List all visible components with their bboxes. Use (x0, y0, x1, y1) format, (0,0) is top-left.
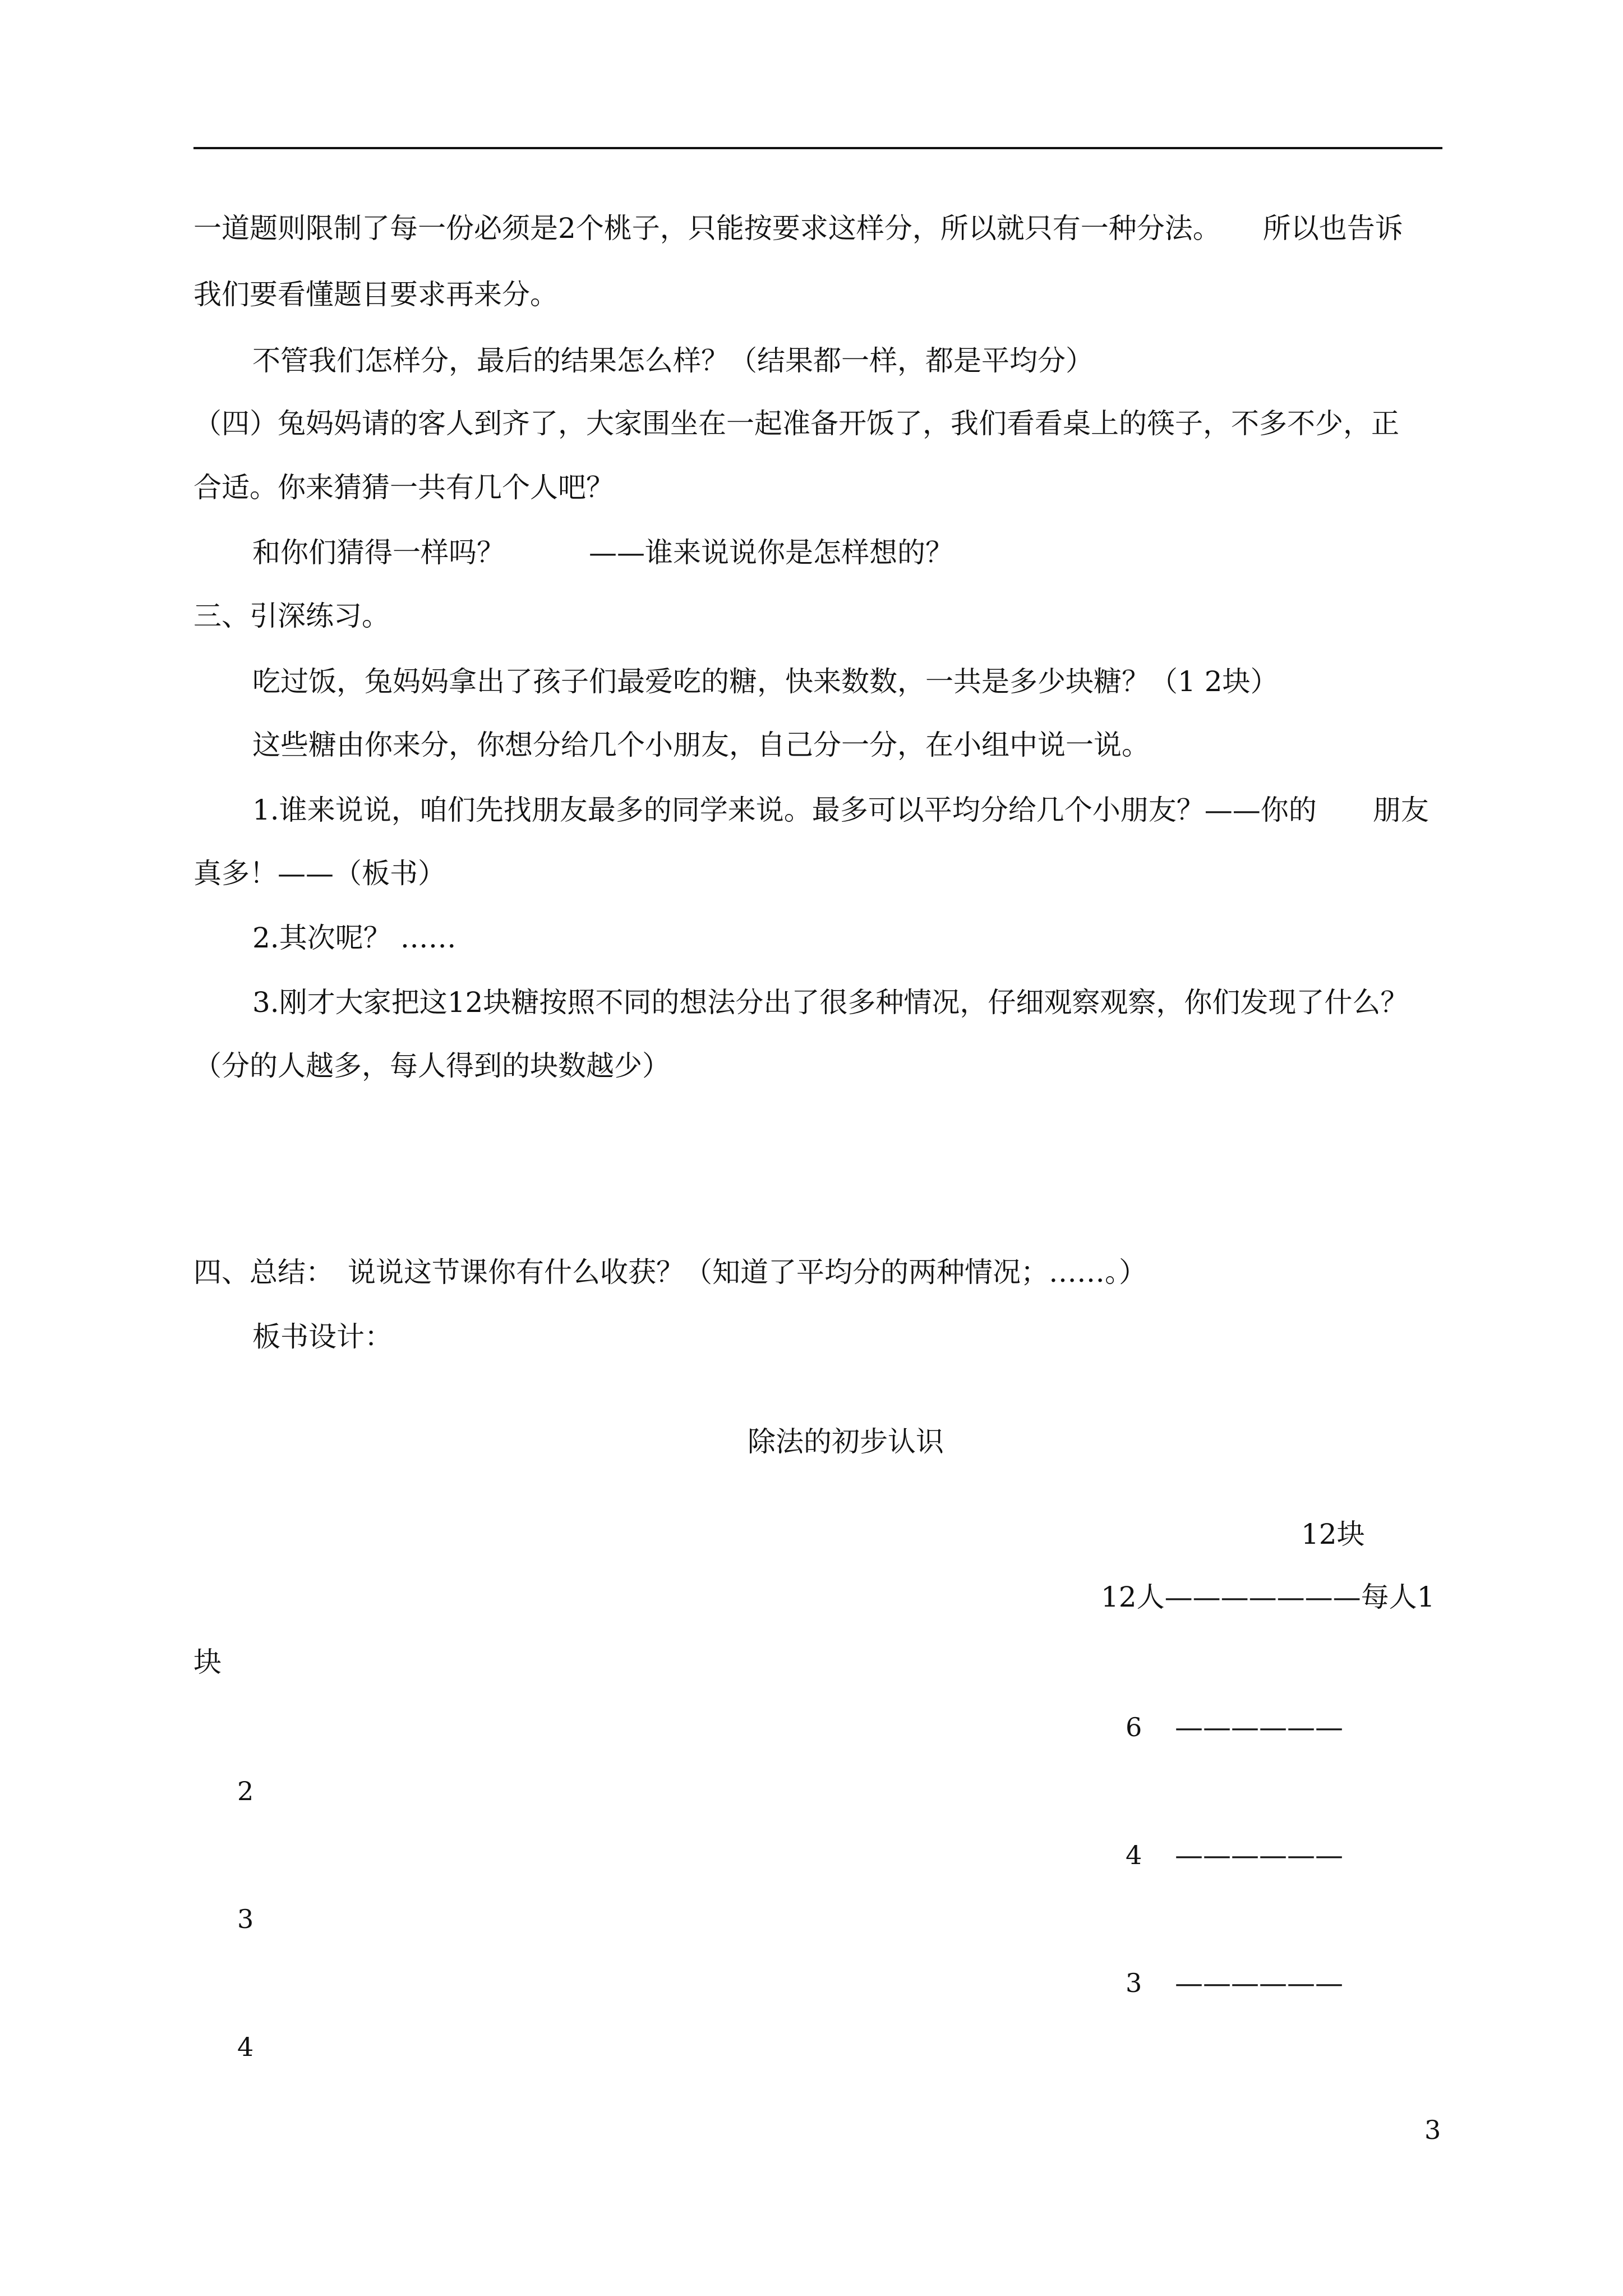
paragraph-line: 吃过饭，兔妈妈拿出了孩子们最爱吃的糖，快来数数，一共是多少块糖？（1 2块） (252, 665, 1279, 698)
board-each: 3 (237, 1904, 254, 1934)
paragraph-line: 板书设计： (252, 1320, 393, 1353)
board-people: 4 (1126, 1840, 1142, 1870)
board-title: 除法的初步认识 (748, 1425, 944, 1458)
section-heading-4: （四）兔妈妈请的客人到齐了，大家围坐在一起准备开饭了，我们看看桌上的筷子，不多不少，正 (193, 407, 1399, 440)
paragraph-line: 真多！——（板书） (193, 857, 446, 890)
board-each: 4 (237, 2032, 254, 2062)
list-item: 3.刚才大家把这12块糖按照不同的想法分出了很多种情况，仔细观察观察，你们发现了什么？ (252, 986, 1409, 1019)
board-people: 6 (1126, 1712, 1142, 1742)
paragraph-line: 一道题则限制了每一份必须是2个桃子，只能按要求这样分，所以就只有一种分法。 所以也告诉 (193, 212, 1403, 245)
board-total: 12块 (1301, 1518, 1365, 1550)
board-dash: —————— (1175, 1967, 1343, 1999)
paragraph-line: 我们要看懂题目要求再来分。 (193, 278, 558, 311)
board-row: 12人———————每人1 (1101, 1581, 1435, 1613)
paragraph-line: （分的人越多，每人得到的块数越少） (193, 1050, 670, 1082)
header-rule (193, 147, 1442, 149)
board-people: 3 (1126, 1968, 1142, 1998)
list-item: 2.其次呢？ …… (252, 922, 457, 954)
list-item: 1.谁来说说，咱们先找朋友最多的同学来说。最多可以平均分给几个小朋友？——你的 朋友 (252, 794, 1429, 826)
page-number: 3 (1424, 2115, 1441, 2145)
board-each: 2 (237, 1776, 254, 1806)
section-heading-summary: 四、总结： 说说这节课你有什么收获？（知道了平均分的两种情况；……。） (193, 1256, 1147, 1289)
paragraph-line: 这些糖由你来分，你想分给几个小朋友，自己分一分，在小组中说一说。 (252, 729, 1150, 761)
section-heading-3: 三、引深练习。 (193, 600, 390, 632)
paragraph-line: 和你们猜得一样吗？ ——谁来说说你是怎样想的？ (252, 536, 953, 569)
paragraph-line: 不管我们怎样分，最后的结果怎么样？（结果都一样，都是平均分） (252, 344, 1094, 377)
paragraph-line: 合适。你来猜猜一共有几个人吧？ (193, 471, 614, 504)
board-dash: —————— (1175, 1711, 1343, 1743)
board-dash: —————— (1175, 1839, 1343, 1871)
board-row-wrap: 块 (193, 1646, 222, 1678)
